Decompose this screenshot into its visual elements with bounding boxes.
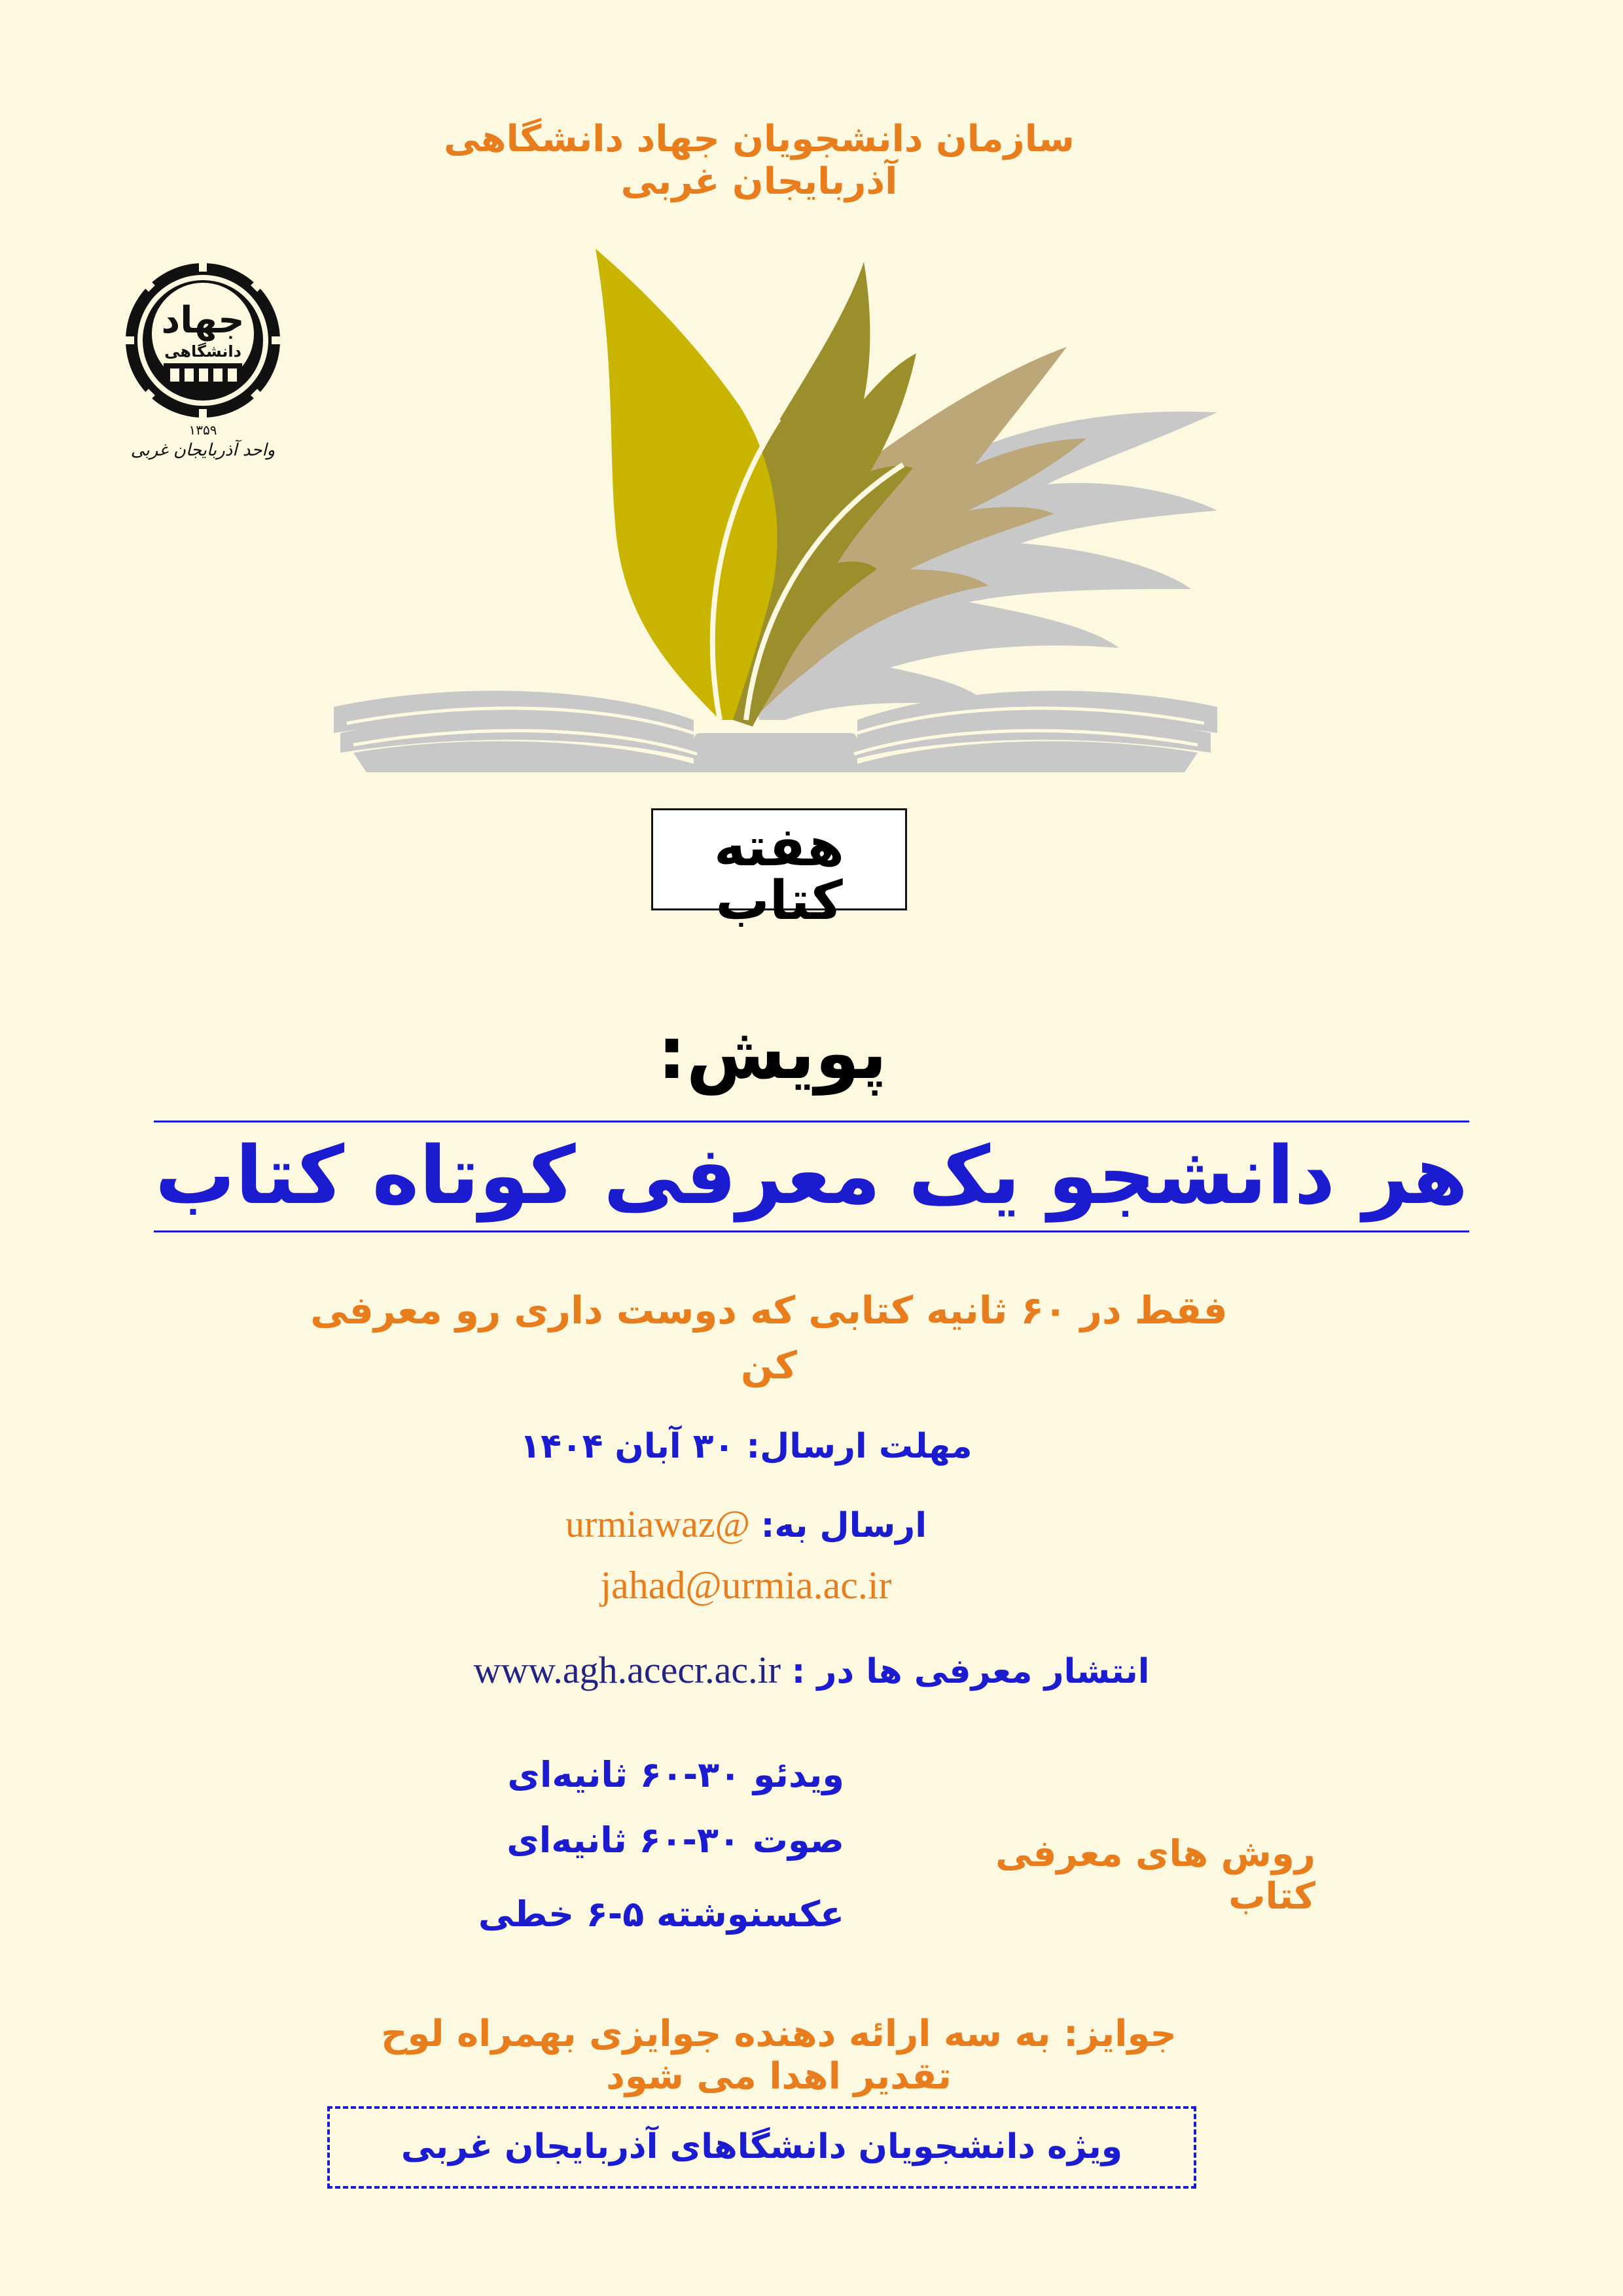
eligibility-text: ویژه دانشجویان دانشگاهای آذربایجان غربی [401, 2127, 1123, 2166]
eligibility-box [327, 2106, 1196, 2189]
title-rule-top [154, 1121, 1469, 1122]
logo-name-main: جهاد [161, 299, 245, 342]
prizes-text: جوایز: به سه ارائه دهنده جوایزی بهمراه لوح تقدیر اهدا می شود [381, 2013, 1177, 2098]
website-link[interactable]: www.agh.acecr.ac.ir [473, 1649, 781, 1691]
tagline: فقط در ۶۰ ثانیه کتابی که دوست داری رو معرفی کن [310, 1288, 1228, 1388]
title-rule-bottom [154, 1230, 1469, 1232]
submit-to-row [497, 1502, 995, 1546]
book-week-logo-text: هفته کتاب [713, 816, 845, 932]
submission-deadline: مهلت ارسال: ۳۰ آبان ۱۴۰۴ [520, 1427, 972, 1466]
method-video: ویدئو ۳۰-۶۰ ثانیه‌ای [507, 1754, 844, 1795]
book-wings-illustration [327, 249, 1224, 772]
method-audio: صوت ۳۰-۶۰ ثانیه‌ای [507, 1820, 844, 1861]
email-link[interactable]: jahad@urmia.ac.ir [600, 1564, 892, 1607]
methods-heading: روش های معرفی کتاب [995, 1833, 1315, 1918]
submit-to-label: ارسال به: [760, 1506, 927, 1545]
logo-year: ۱۳۵۹ [188, 422, 217, 438]
publish-label: انتشار معرفی ها در : [791, 1652, 1150, 1691]
instagram-handle-link[interactable]: @urmiawaz [565, 1503, 751, 1545]
method-photo-text: عکسنوشته ۵-۶ خطی [478, 1893, 844, 1935]
campaign-label: پویش: [657, 1011, 887, 1095]
book-week-logo [651, 808, 907, 932]
organization-title: سازمان دانشجویان جهاد دانشگاهی آذربایجان غربی [444, 118, 1075, 203]
logo-caption: واحد آذربایجان غربی [130, 440, 276, 460]
jahad-logo [105, 259, 301, 481]
publish-row [366, 1648, 1257, 1692]
logo-name-sub: دانشگاهی [164, 342, 241, 361]
campaign-title: هر دانشجو یک معرفی کوتاه کتاب [154, 1129, 1469, 1222]
